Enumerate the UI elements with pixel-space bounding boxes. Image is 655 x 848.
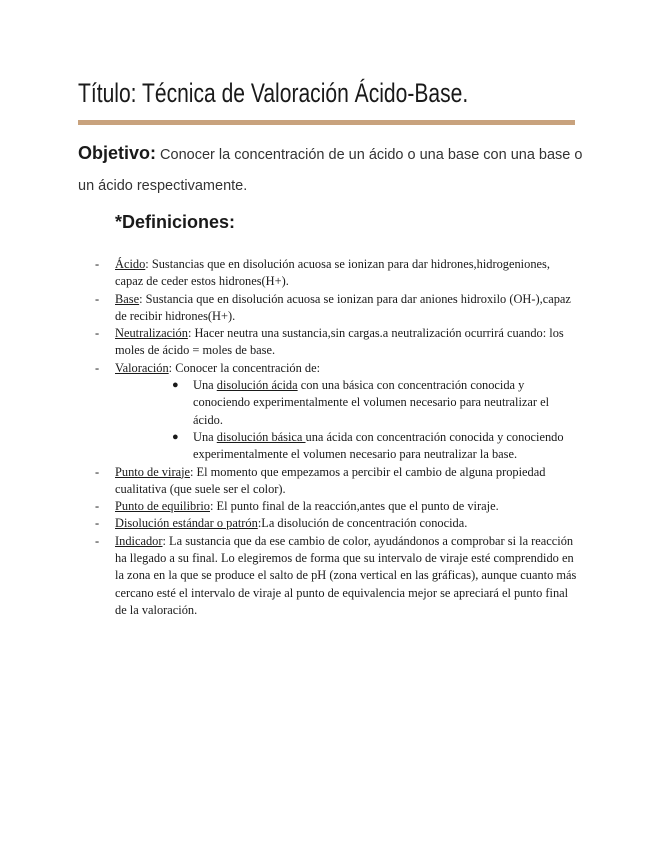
sub-item-text: con una básica con concentración conocida y conociendo experimentalmente el volumen necesario para neutralizar el ácido. xyxy=(193,378,550,427)
list-marker: - xyxy=(95,291,100,306)
sub-item-prefix: Una xyxy=(193,378,217,393)
list-item-acido xyxy=(0,256,580,291)
list-marker: - xyxy=(95,326,100,341)
sub-item-prefix: Una xyxy=(193,429,217,444)
list-item-equilibrio xyxy=(0,498,580,515)
objective-text: Conocer la concentración de un ácido o una base con una base o un ácido respectivamente. xyxy=(78,147,583,194)
list-item-neutralizacion xyxy=(0,325,580,360)
term-valoracion: Valoración xyxy=(115,360,169,375)
definition-estandar: :La disolución de concentración conocida. xyxy=(257,516,468,531)
definition-neutralizacion: : Hacer neutra una sustancia,sin cargas.a neutralización ocurrirá cuando: los moles de ácido = moles de base. xyxy=(115,326,564,358)
term-base: Base xyxy=(115,291,140,306)
bullet-marker: ● xyxy=(172,430,179,443)
list-marker: - xyxy=(95,360,100,375)
term-neutralizacion: Neutralización xyxy=(115,326,188,341)
definition-equilibrio: : El punto final de la reacción,antes que el punto de viraje. xyxy=(210,499,499,514)
definitions-list xyxy=(0,256,655,619)
list-item-viraje xyxy=(0,464,580,499)
term-punto-de-equilibrio: Punto de equilibrio xyxy=(115,499,210,514)
definition-indicador: : La sustancia que da ese cambio de color, ayudándonos a comprobar si la reacción ha llegado a su final. Lo elegiremos de forma que su intervalo de viraje esté comprendido en la zona en la que se produce el salto de pH (zona vertical en las gráficas), aunque cuanto más cercano esté el intervalo de viraje al punto de equivalencia mejor se apreciará el punto final de la valoración. xyxy=(115,533,577,617)
list-item-valoracion xyxy=(0,360,580,377)
term-indicador: Indicador xyxy=(115,533,163,548)
sub-item-text: una ácida con concentración conocida y conociendo experimentalmente el volumen necesario para neutralizar la base. xyxy=(193,429,564,462)
term-acido: Ácido xyxy=(115,257,146,271)
sub-item-disolucion-acida xyxy=(0,377,580,429)
definition-viraje: : El momento que empezamos a percibir el cambio de alguna propiedad cualitativa (que suele ser el color). xyxy=(115,464,546,496)
list-marker: - xyxy=(95,533,100,548)
term-disolucion-basica: disolución básica xyxy=(216,429,306,444)
list-item-indicador xyxy=(0,533,580,619)
list-item-base xyxy=(0,291,580,326)
title-divider xyxy=(78,120,575,125)
term-disolucion-estandar: Disolución estándar o patrón xyxy=(115,516,258,531)
sub-item-disolucion-basica xyxy=(0,429,580,464)
page-title: Título: Técnica de Valoración Ácido-Base. xyxy=(78,78,469,108)
term-punto-de-viraje: Punto de viraje xyxy=(115,464,191,479)
objective-label: Objetivo: xyxy=(78,143,157,163)
term-disolucion-acida: disolución ácida xyxy=(216,378,298,393)
list-marker: - xyxy=(95,257,100,271)
list-marker: - xyxy=(95,516,100,531)
list-marker: - xyxy=(95,499,100,514)
definitions-heading: *Definiciones: xyxy=(115,212,236,232)
definition-base: : Sustancia que en disolución acuosa se ionizan para dar aniones hidroxilo (OH-),capaz de recibir hidrones(H+). xyxy=(115,291,571,323)
definition-acido: : Sustancias que en disolución acuosa se ionizan para dar hidrones,hidrogeniones, capaz de ceder estos hidrones(H+). xyxy=(115,257,550,289)
objective-paragraph xyxy=(78,138,583,202)
list-item-estandar xyxy=(0,515,580,532)
bullet-marker: ● xyxy=(172,379,179,392)
list-marker: - xyxy=(95,464,100,479)
definition-valoracion: : Conocer la concentración de: xyxy=(168,360,321,375)
